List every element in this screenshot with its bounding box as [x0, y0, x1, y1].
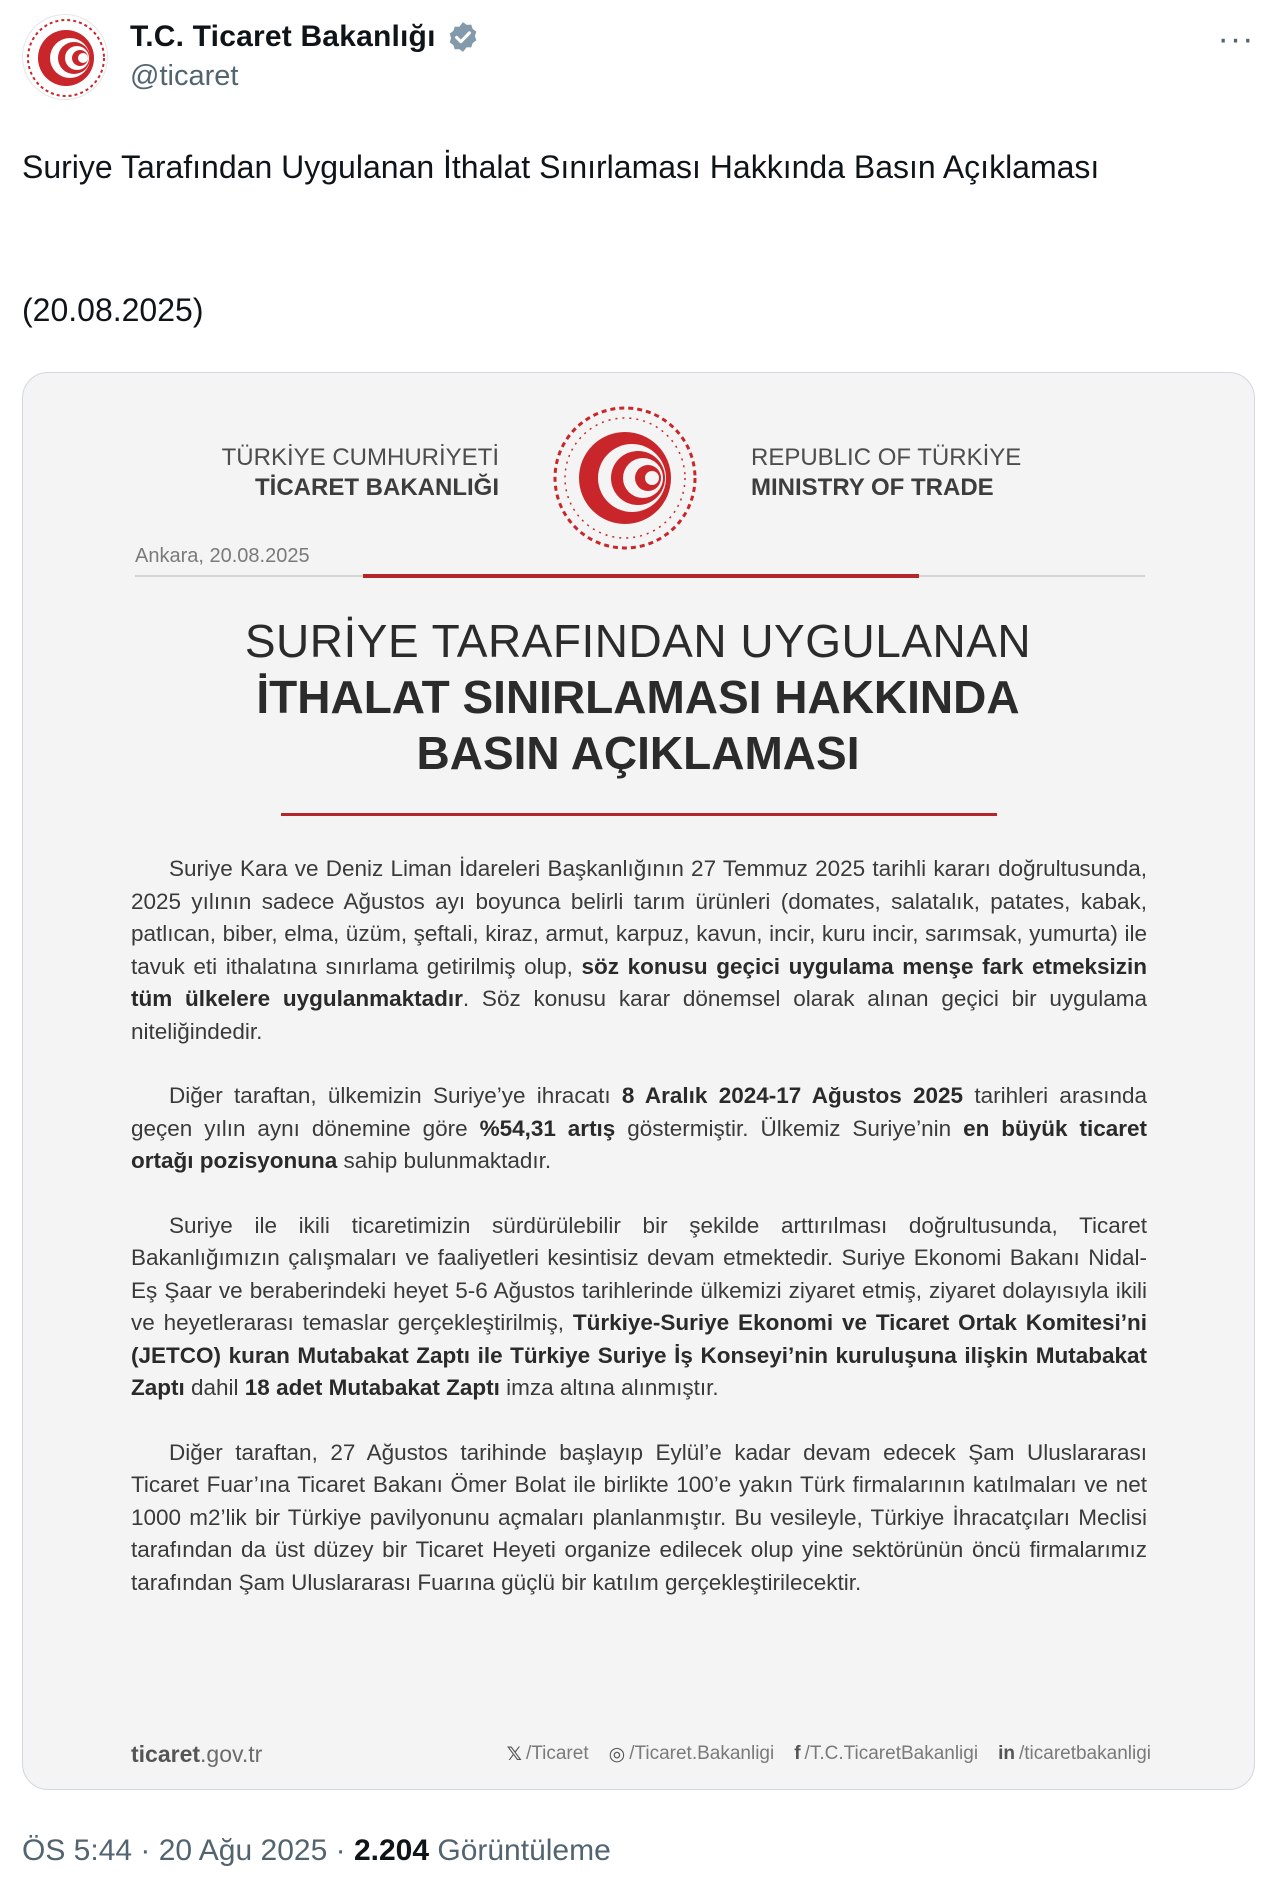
- ministry-seal-icon: [23, 15, 109, 101]
- paragraph-2: [131, 1080, 1147, 1178]
- header-left-title: [222, 443, 499, 503]
- footer-instagram-label: /Ticaret.Bakanligi: [629, 1743, 775, 1764]
- footer-facebook: [794, 1743, 978, 1766]
- footer-linkedin-label: /ticaretbakanligi: [1018, 1743, 1151, 1764]
- paragraph-1-end: . Söz konusu karar dönemsel olarak alınan geçici bir uygulama niteliğindedir.: [131, 986, 1147, 1044]
- instagram-icon: ◎: [608, 1743, 626, 1765]
- footer-x-label: /Ticaret: [525, 1743, 589, 1764]
- accent-divider: [363, 574, 919, 578]
- view-count: 2.204: [353, 1834, 430, 1867]
- paragraph-1: [131, 853, 1147, 1048]
- more-options-icon[interactable]: ···: [1217, 20, 1255, 58]
- paragraph-3-bold-2: 18 adet Mutabakat Zaptı: [244, 1375, 500, 1400]
- paragraph-3-text-2: dahil: [184, 1375, 245, 1400]
- footer-site-bold: ticaret: [131, 1740, 201, 1767]
- footer-instagram: [609, 1743, 775, 1766]
- verified-badge-icon: [446, 20, 480, 54]
- paragraph-3-text: Suriye ile ikili ticaretimizin sürdürülebilir bir şekilde arttırılması doğrultusunda, Ticaret Bakanlığımızın çalışmaları ve faaliyetleri kesintisiz devam etmektedir. Suriye Ekonomi Bakanı Nidal-Eş Şaar ve beraberindeki heyet 5-6 Ağustos tarihlerinde ülkemizi ziyaret etmiş, ziyaret dolayısıyla ikili ve heyetlerarası temaslar gerçekleştirilmiş,: [131, 1212, 1147, 1335]
- footer-socials: [507, 1743, 1151, 1766]
- document-footer: [131, 1737, 1151, 1771]
- title-divider: [281, 813, 997, 816]
- header-left-line-1: TÜRKİYE CUMHURİYETİ: [221, 444, 499, 471]
- document-title: [123, 613, 1153, 781]
- footer-website: [131, 1741, 262, 1768]
- footer-x: [507, 1743, 589, 1766]
- attached-document-image[interactable]: [22, 372, 1255, 1790]
- header-right-line-1: REPUBLIC OF TÜRKİYE: [751, 444, 1022, 471]
- views-label: Görüntüleme: [437, 1834, 611, 1867]
- paragraph-2-dates: 8 Aralık 2024-17 Ağustos 2025: [621, 1083, 964, 1108]
- linkedin-icon: in: [998, 1743, 1015, 1764]
- title-line-1: SURİYE TARAFINDAN UYGULANAN: [244, 615, 1032, 667]
- footer-facebook-label: /T.C.TicaretBakanligi: [804, 1743, 979, 1764]
- header-left-line-2: TİCARET BAKANLIĞI: [255, 474, 499, 501]
- author-block: [130, 20, 480, 93]
- paragraph-2-text-3: göstermiştir. Ülkemiz Suriye’nin: [615, 1115, 964, 1141]
- paragraph-4: Diğer taraftan, 27 Ağustos tarihinde başlayıp Eylül’e kadar devam edecek Şam Uluslararası Ticaret Fuar’ına Ticaret Bakanı Ömer Bolat ile birlikte 100’e yakın Türk firmalarının katılmaları ve net 1000 m2’lik bir Türkiye pavilyonunu açmaları planlanmıştır. Bu vesileyle, Türkiye İhracatçıları Meclisi tarafından da üst düzey bir Ticaret Heyeti organize edilecek olup yine sektörünün öncü firmalarımız tarafından Şam Uluslararası Fuarına güçlü bir katılım gerçekleştirilecektir.: [131, 1439, 1147, 1595]
- paragraph-2-end: sahip bulunmaktadır.: [337, 1148, 552, 1173]
- tweet-date-line: (20.08.2025): [22, 292, 204, 328]
- paragraph-3-bold: Türkiye-Suriye Ekonomi ve Ticaret Ortak Komitesi’ni (JETCO) kuran Mutabakat Zaptı ile Türkiye Suriye İş Konseyi’nin kuruluşuna ilişkin Mutabakat Zaptı: [131, 1310, 1148, 1400]
- paragraph-2-increase: %54,31 artış: [479, 1115, 616, 1141]
- document-date: Ankara, 20.08.2025: [135, 545, 310, 567]
- tweet-meta: ÖS 5:44 · 20 Ağu 2025 · 2.204 Görüntüleme: [22, 1834, 611, 1867]
- author-name[interactable]: T.C. Ticaret Bakanlığı: [130, 20, 436, 53]
- paragraph-2-text: Diğer taraftan, ülkemizin Suriye’ye ihracatı: [169, 1083, 622, 1108]
- header-right-title: [751, 443, 1021, 503]
- footer-site-rest: .gov.tr: [200, 1740, 263, 1767]
- tweet-header: [22, 14, 1258, 104]
- title-line-2: İTHALAT SINIRLAMASI HAKKINDA: [256, 671, 1020, 723]
- tweet-text: Suriye Tarafından Uygulanan İthalat Sınırlaması Hakkında Basın Açıklaması: [22, 149, 1100, 185]
- footer-linkedin: [998, 1743, 1151, 1766]
- paragraph-3: [131, 1210, 1147, 1405]
- facebook-icon: f: [794, 1743, 801, 1764]
- x-icon: 𝕏: [506, 1743, 522, 1765]
- paragraph-2-text-2: tarihleri arasında geçen yılın aynı dönemine göre: [131, 1083, 1147, 1141]
- paragraph-3-end: imza altına alınmıştır.: [499, 1375, 719, 1400]
- document-body: [131, 853, 1147, 1631]
- paragraph-1-bold: söz konusu geçici uygulama menşe fark etmeksizin tüm ülkelere uygulanmaktadır: [131, 953, 1147, 1011]
- title-line-3: BASIN AÇIKLAMASI: [416, 727, 860, 779]
- avatar[interactable]: [22, 14, 108, 100]
- ministry-logo-icon: [550, 403, 700, 553]
- header-right-line-2: MINISTRY OF TRADE: [751, 474, 994, 501]
- paragraph-2-bold: en büyük ticaret ortağı pozisyonuna: [131, 1115, 1147, 1173]
- tweet-date[interactable]: 20 Ağu 2025: [158, 1834, 328, 1867]
- tweet-time[interactable]: ÖS 5:44: [22, 1834, 133, 1867]
- author-handle[interactable]: @ticaret: [130, 60, 239, 92]
- paragraph-1-text: Suriye Kara ve Deniz Liman İdareleri Başkanlığının 27 Temmuz 2025 tarihli kararı doğrultusunda, 2025 yılının sadece Ağustos ayı boyunca belirli tarım ürünleri (domates, salatalık, patates, kabak, patlıcan, biber, elma, üzüm, şeftali, kiraz, armut, karpuz, kavun, incir, kuru incir, sarımsak, yumurta) ile tavuk eti ithalatına sınırlama getirilmiş olup,: [131, 856, 1147, 979]
